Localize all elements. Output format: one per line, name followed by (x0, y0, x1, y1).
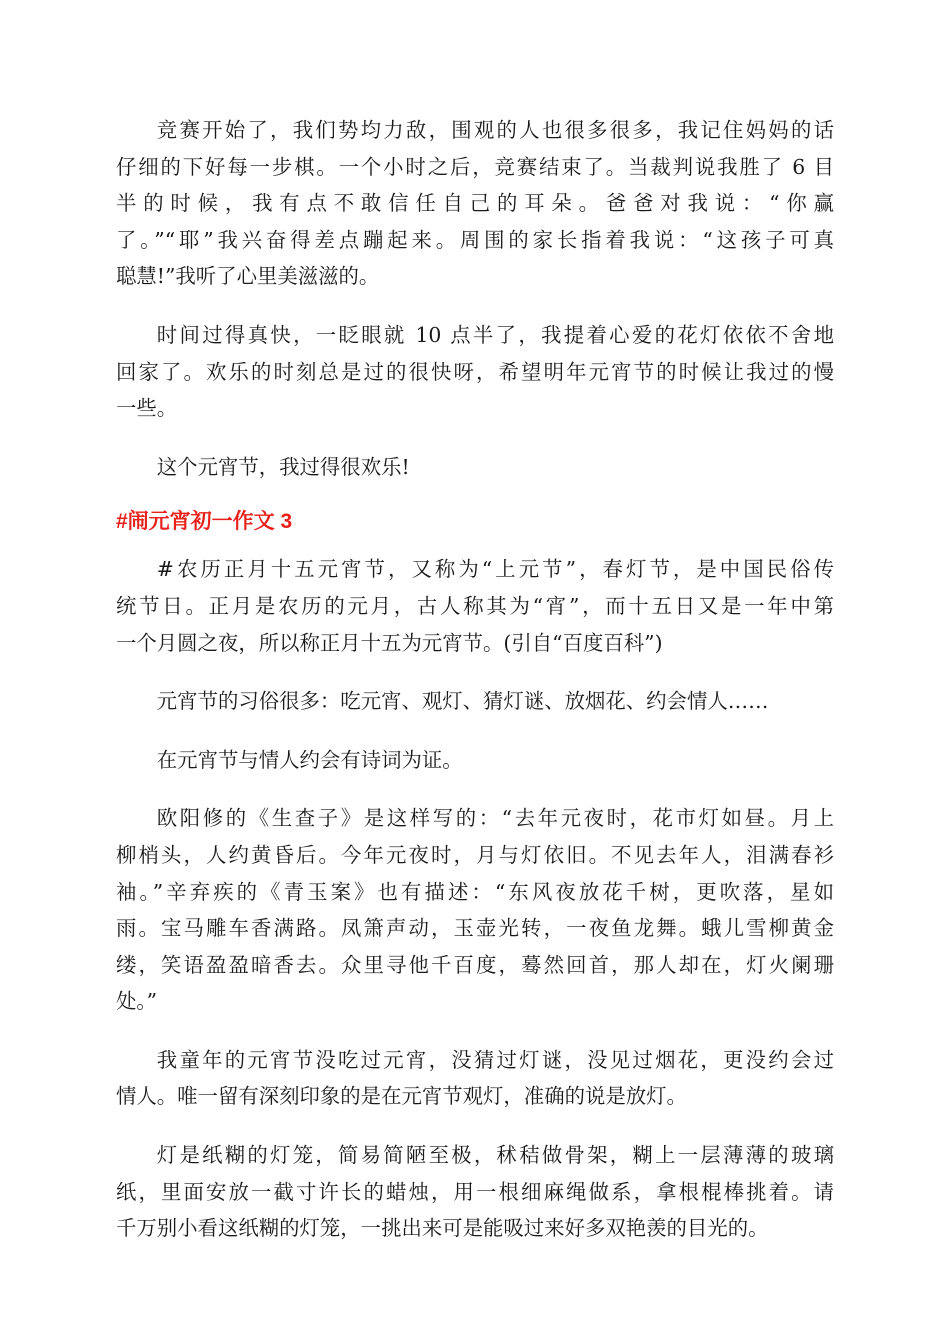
text-line: 仔细的下好每一步棋。一个小时之后，竞赛结束了。当裁判说我胜了 6 目 (116, 154, 834, 179)
paragraph (116, 742, 834, 779)
text-line: 缕，笑语盈盈暗香去。众里寻他千百度，蓦然回首，那人却在，灯火阑珊 (116, 952, 834, 977)
text-line: 一个月圆之夜，所以称正月十五为元宵节。(引自“百度百科”) (116, 630, 663, 655)
paragraph (116, 317, 834, 427)
text-line: 袖。”辛弃疾的《青玉案》也有描述：“东风夜放花千树，更吹落，星如 (116, 879, 834, 904)
paragraph (116, 112, 834, 295)
paragraph (116, 1042, 834, 1115)
text-line: 竞赛开始了，我们势均力敌，围观的人也很多很多，我记住妈妈的话 (156, 118, 834, 142)
paragraph (116, 551, 834, 661)
text-line: 千万别小看这纸糊的灯笼，一挑出来可是能吸过来好多双艳羡的目光的。 (116, 1216, 769, 1241)
text-line: 我童年的元宵节没吃过元宵，没猜过灯谜，没见过烟花，更没约会过 (156, 1047, 834, 1072)
text-line: 雨。宝马雕车香满路。凤箫声动，玉壶光转，一夜鱼龙舞。蛾儿雪柳黄金 (116, 916, 834, 941)
text-line: 时间过得真快，一眨眼就 10 点半了，我提着心爱的花灯依依不舍地 (156, 322, 834, 347)
text-line: 了。”“耶”我兴奋得差点蹦起来。周围的家长指着我说：“这孩子可真 (116, 227, 834, 252)
text-line: 统节日。正月是农历的元月，古人称其为“宵”，而十五日又是一年中第 (116, 593, 834, 618)
text-line: 元宵节的习俗很多：吃元宵、观灯、猜灯谜、放烟花、约会情人…… (156, 689, 769, 714)
section-heading: #闹元宵初一作文 3 (116, 510, 293, 534)
paragraph (116, 683, 834, 720)
text-line: 情人。唯一留有深刻印象的是在元宵节观灯，准确的说是放灯。 (116, 1084, 687, 1109)
text-line: 一些。 (116, 396, 178, 421)
text-line: 欧阳修的《生查子》是这样写的：“去年元夜时，花市灯如昼。月上 (156, 806, 834, 831)
paragraph (116, 800, 834, 1020)
text-line: 纸，里面安放一截寸许长的蜡烛，用一根细麻绳做系，拿根棍棒挑着。请 (116, 1179, 834, 1204)
text-line: 灯是纸糊的灯笼，简易简陋至极，秫秸做骨架，糊上一层薄薄的玻璃 (156, 1143, 834, 1168)
text-line: 处。” (116, 989, 158, 1014)
text-line: 柳梢头，人约黄昏后。今年元夜时，月与灯依旧。不见去年人，泪满春衫 (116, 842, 834, 867)
section-essay-3 (116, 551, 834, 1247)
section-intro (116, 112, 834, 485)
text-line: 半的时候，我有点不敢信任自己的耳朵。爸爸对我说：“你赢 (116, 191, 834, 216)
text-line: #农历正月十五元宵节，又称为“上元节”，春灯节，是中国民俗传 (156, 557, 834, 582)
text-line: 回家了。欢乐的时刻总是过的很快呀，希望明年元宵节的时候让我过的慢 (116, 359, 834, 384)
text-line: 聪慧!”我听了心里美滋滋的。 (116, 264, 380, 289)
paragraph (116, 1137, 834, 1247)
document-page (116, 112, 834, 1269)
text-line: 这个元宵节，我过得很欢乐! (156, 454, 410, 479)
text-line: 在元宵节与情人约会有诗词为证。 (156, 747, 463, 772)
paragraph (116, 449, 834, 486)
